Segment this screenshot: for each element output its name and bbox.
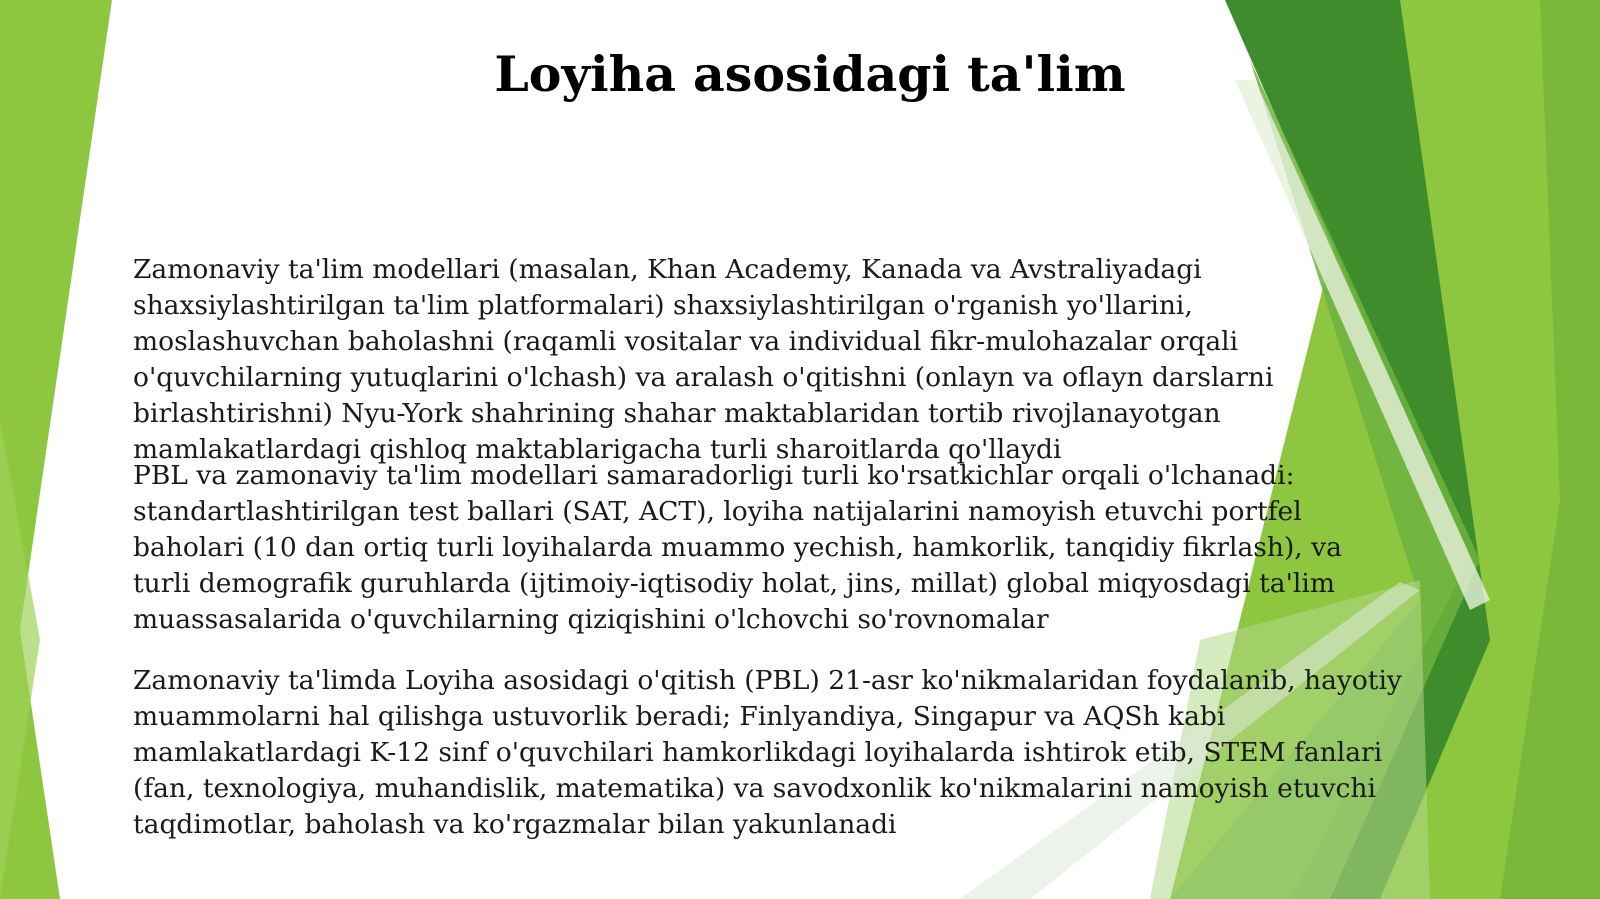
paragraph-1: [133, 252, 1273, 468]
paragraph-line: baholari (10 dan ortiq turli loyihalarda muammo yechish, hamkorlik, tanqidiy fikrlash), va: [133, 532, 1342, 563]
paragraph-3: [133, 663, 1402, 843]
slide-title: Loyiha asosidagi ta'lim: [494, 45, 1126, 103]
paragraph-line: shaxsiylashtirilgan ta'lim platformalari) shaxsiylashtirilgan o'rganish yo'llarini,: [133, 290, 1193, 321]
paragraph-line: birlashtirishni) Nyu-York shahrining shahar maktablaridan tortib rivojlanayotgan: [133, 398, 1221, 429]
paragraph-line: muammolarni hal qilishga ustuvorlik beradi; Finlyandiya, Singapur va AQSh kabi: [133, 701, 1226, 732]
paragraph-line: moslashuvchan baholashni (raqamli vositalar va individual fikr-mulohazalar orqali: [133, 326, 1239, 357]
paragraph-line: o'quvchilarning yutuqlarini o'lchash) va aralash o'qitishni (onlayn va oflayn darslarni: [133, 362, 1274, 393]
paragraph-line: Zamonaviy ta'limda Loyiha asosidagi o'qitish (PBL) 21-asr ko'nikmalaridan foydalanib, hayotiy: [133, 665, 1402, 696]
paragraph-line: Zamonaviy ta'lim modellari (masalan, Khan Academy, Kanada va Avstraliyadagi: [133, 254, 1202, 285]
paragraph-line: PBL va zamonaviy ta'lim modellari samaradorligi turli ko'rsatkichlar orqali o'lchanadi:: [133, 460, 1295, 491]
paragraph-line: (fan, texnologiya, muhandislik, matematika) va savodxonlik ko'nikmalarini namoyish etuvchi: [133, 773, 1376, 804]
paragraph-line: standartlashtirilgan test ballari (SAT, ACT), loyiha natijalarini namoyish etuvchi portfel: [133, 496, 1302, 527]
paragraph-line: taqdimotlar, baholash va ko'rgazmalar bilan yakunlanadi: [133, 809, 897, 840]
paragraph-line: mamlakatlardagi qishloq maktablarigacha turli sharoitlarda qo'llaydi: [133, 434, 1062, 465]
paragraph-line: mamlakatlardagi K-12 sinf o'quvchilari hamkorlikdagi loyihalarda ishtirok etib, STEM fanlari: [133, 737, 1383, 768]
paragraph-line: turli demografik guruhlarda (ijtimoiy-iqtisodiy holat, jins, millat) global miqyosdagi ta'lim: [133, 568, 1335, 599]
paragraph-2: [133, 458, 1342, 638]
paragraph-line: muassasalarida o'quvchilarning qiziqishini o'lchovchi so'rovnomalar: [133, 604, 1049, 635]
